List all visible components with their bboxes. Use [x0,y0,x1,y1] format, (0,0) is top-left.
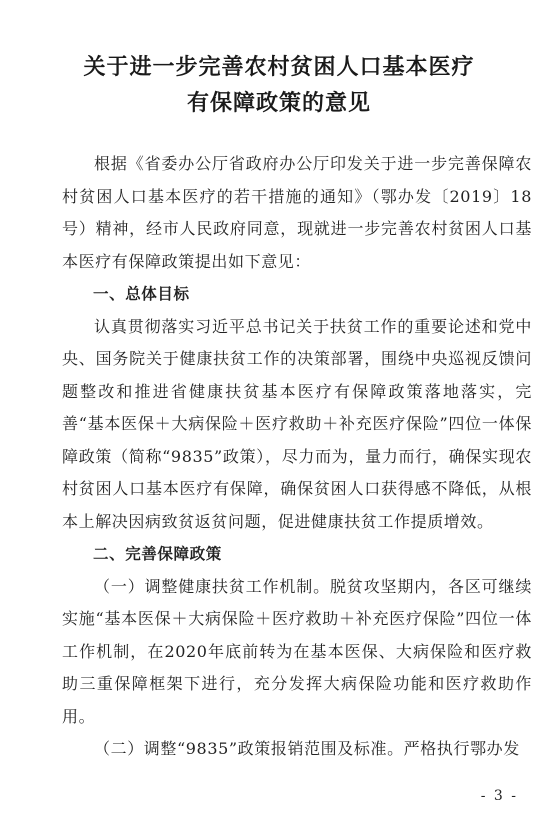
section-heading-policy: 二、完善保障政策 [93,545,222,563]
goals-paragraph: 认真贯彻落实习近平总书记关于扶贫工作的重要论述和党中央、国务院关于健康扶贫工作的决策部署，围绕中央巡视反馈问题整改和推进省健康扶贫基本医疗有保障政策落地落实，完善“基本医保＋大病保险＋医疗救助＋补充医疗保险”四位一体保障政策（简称“9835”政策），尽力而为，量力而行，确保实现农村贫困人口基本医疗有保障，确保贫困人口获得感不降低，从根本上解决因病致贫返贫问题，促进健康扶贫工作提质增效。 [62,316,532,531]
policy-paragraph-1: （一）调整健康扶贫工作机制。脱贫攻坚期内，各区可继续实施“基本医保＋大病保险＋医疗救助＋补充医疗保险”四位一体工作机制，在2020年底前转为在基本医保、大病保险和医疗救助三重保障框架下进行，充分发挥大病保险功能和医疗救助作用。 [62,576,532,726]
page-number: - 3 - [480,788,518,804]
section-heading-goals: 一、总体目标 [93,285,190,303]
document-body [62,148,532,766]
document-title-line-2: 有保障政策的意见 [186,90,371,116]
document-title-line-1: 关于进一步完善农村贫困人口基本医疗 [83,54,475,80]
policy-paragraph-2: （二）调整“9835”政策报销范围及标准。严格执行鄂办发 [94,739,520,758]
intro-paragraph: 根据《省委办公厅省政府办公厅印发关于进一步完善保障农村贫困人口基本医疗的若干措施的通知》（鄂办发〔2019〕18号）精神，经市人民政府同意，现就进一步完善农村贫困人口基本医疗有保障政策提出如下意见： [62,154,532,271]
